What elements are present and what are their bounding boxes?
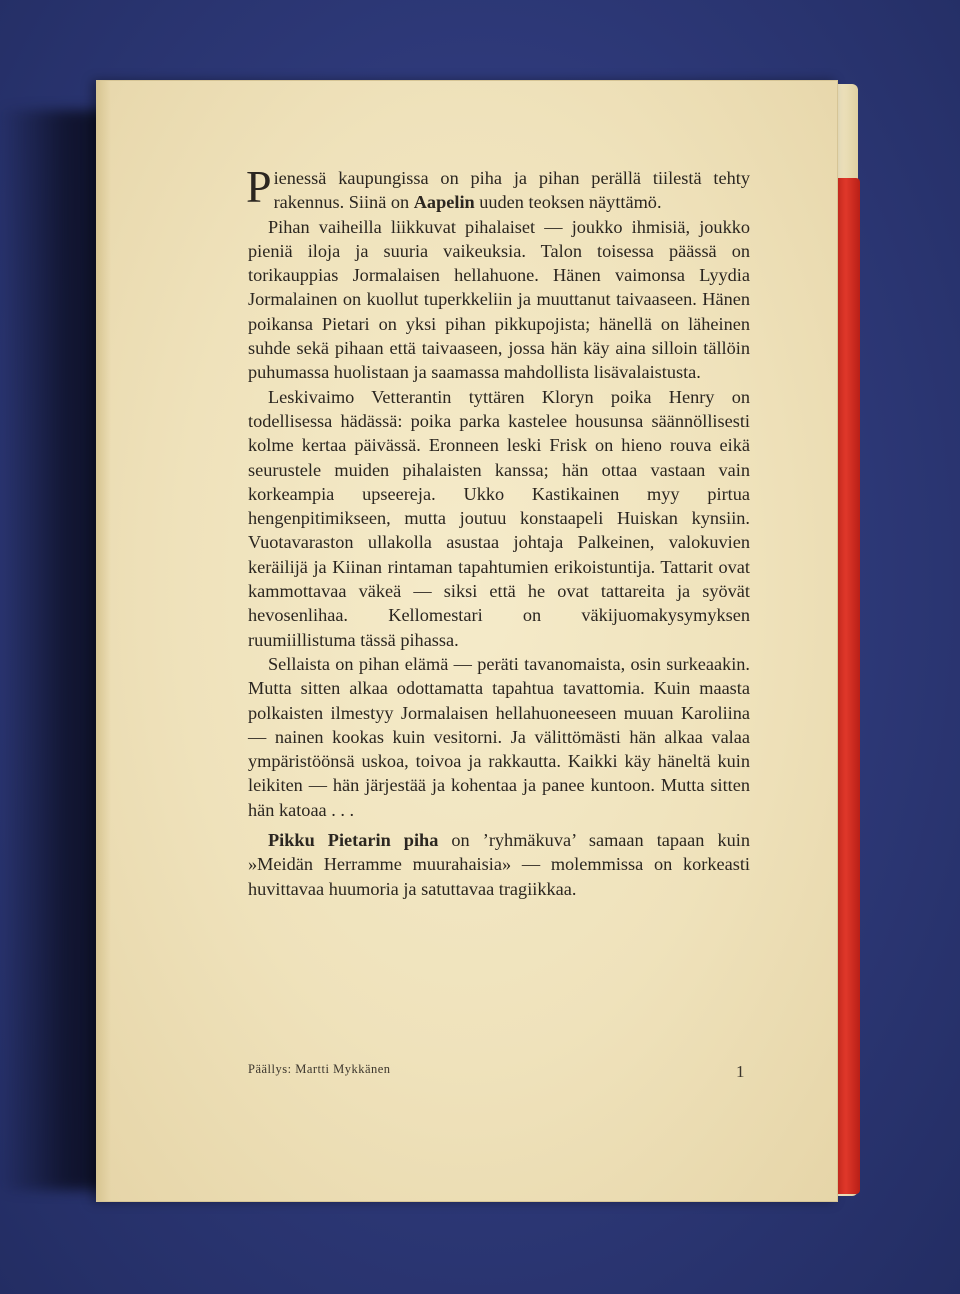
blurb-text bbox=[246, 161, 750, 901]
paragraph-5 bbox=[248, 828, 750, 901]
book-title: Pikku Pietarin piha bbox=[268, 830, 439, 851]
drop-cap: P bbox=[246, 161, 272, 212]
paragraph-1-intro: ienessä kaupungissa on piha ja pihan perällä tiilestä tehty rakennus. Siinä on bbox=[273, 168, 750, 213]
paragraph-5-rest: on ’ryhmäkuva’ samaan tapaan kuin »Meidän Herramme muurahaisia» — molemmissa on korkeasti huvittavaa huumoria ja satuttavaa tragiikkaa. bbox=[248, 830, 750, 899]
paragraph-1 bbox=[246, 161, 750, 215]
page-number: 1 bbox=[736, 1062, 745, 1081]
author-name: Aapelin bbox=[413, 192, 475, 213]
paragraph-4: Sellaista on pihan elämä — peräti tavanomaista, osin surkeaakin. Mutta sitten alkaa odottamatta tapahtua tavattomia. Kuin maasta polkaisten ilmestyy Jormalaisen hellahuoneeseen muuan Karoliina — nainen kookas kuin vesitorni. Ja välittömästi hän alkaa valaa ympäristöönsä uskoa, toivoa ja rakkautta. Kaikki käy häneltä kuin leikiten — hän järjestää ja kohentaa ja panee kuntoon. Mutta sitten hän katoaa . . . bbox=[248, 653, 750, 820]
cover-credit: Päällys: Martti Mykkänen bbox=[248, 1062, 391, 1076]
paragraph-1-rest: uuden teoksen näyttämö. bbox=[474, 192, 662, 213]
paragraph-3: Leskivaimo Vetterantin tyttären Kloryn poika Henry on todellisessa hädässä: poika parka kastelee housunsa säännöllisesti kolme kertaa päivässä. Eronneen leski Frisk on hieno rouva eikä seurustele muiden pihalaisten kanssa; hän ottaa vastaan vain korkeampia upseereja. Ukko Kastikainen myy pirtua hengenpitimikseen, mutta joutuu konstaapeli Huiskan kynsiin. Vuotavaraston ullakolla asustaa johtaja Palkeinen, valokuvien keräilijä ja Kiinan rintaman tapahtumien erikoistuntija. Tattarit ovat kammottavaa väkeä — siksi että he ovat tattareita ja syövät hevosenlihaa. Kellomestari on väkijuomakysymyksen ruumiillistuma tässä pihassa. bbox=[248, 386, 750, 650]
paragraph-2: Pihan vaiheilla liikkuvat pihalaiset — joukko ihmisiä, joukko pieniä iloja ja suuria vaikeuksia. Talon toisessa päässä on torikauppias Jormalaisen hellahuone. Hänen vaimonsa Lyydia Jormalainen on kuollut tuperkkeliin ja muuttanut taivaaseen. Hänen poikansa Pietari on yksi pihan pikkupojista; hänellä on läheinen suhde sekä pihaan että taivaaseen, jossa hän käy aina silloin tällöin puhumassa huolistaan ja saamassa mahdollista lisävalaistusta. bbox=[248, 216, 750, 383]
